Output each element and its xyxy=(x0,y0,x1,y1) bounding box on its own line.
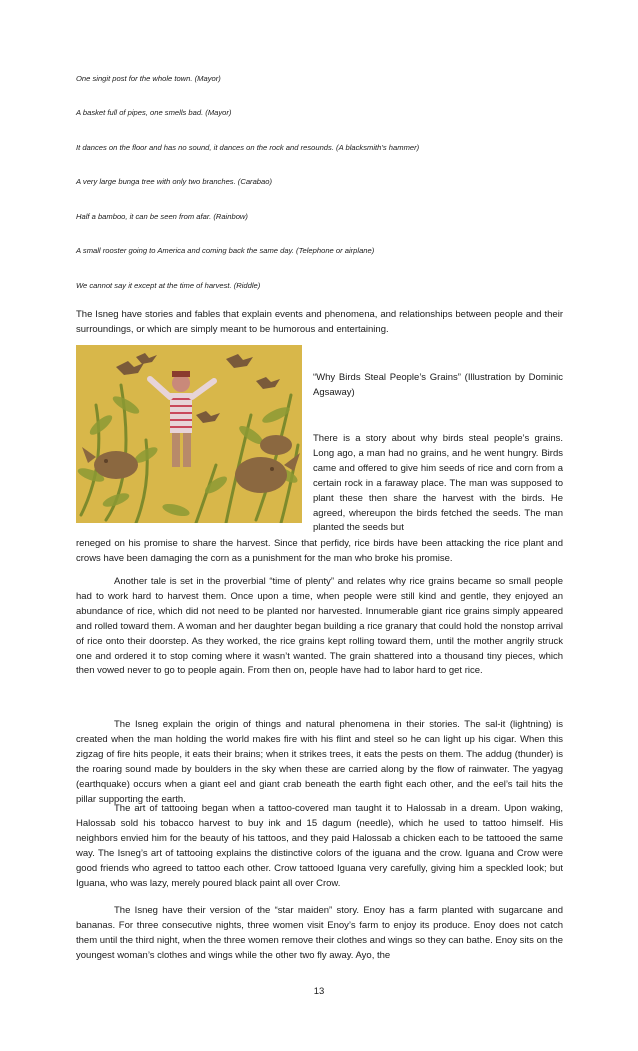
riddle-line: Half a bamboo, it can be seen from afar. (Rainbow) xyxy=(76,212,248,221)
intro-paragraph: The Isneg have stories and fables that explain events and phenomena, and relationships between people and their surroundings, or which are simply meant to be humorous and entertaining. xyxy=(76,309,563,335)
story-birds-continued: reneged on his promise to share the harvest. Since that perfidy, rice birds have been attacking the rice plant and crows have been damaging the corn as a punishment for the man who broke his promise. xyxy=(76,538,563,564)
story-tattooing: The art of tattooing began when a tattoo-covered man taught it to Halossab in a dream. Upon waking, Halossab sold his tobacco harvest to buy ink and 15 dagum (needle), which he used to tattoo himself. His neighbors envied him for the beauty of his tattoos, and they paid Halossab a chicken each to be tattooed the same way. The Isneg’s art of tattooing explains the distinctive colors of the iguana and the crow. Iguana and Crow were good friends who agreed to tattoo each other. Crow tattooed Iguana very carefully, giving him a speckled look; but Iguana, who was lazy, merely poured black paint all over Crow. xyxy=(76,803,563,889)
illustration-caption: “Why Birds Steal People’s Grains” (Illustration by Dominic Agsaway) xyxy=(313,372,563,398)
page-number: 13 xyxy=(313,986,325,997)
story-natural-phenomena: The Isneg explain the origin of things and natural phenomena in their stories. The sal-it (lightning) is created when the man holding the world makes fire with his flint and steel so he can light up his cigar. When this zigzag of fire hits people, it eats their brains; when it strikes trees, it eats the pests on them. The addug (thunder) is the roaring sound made by boulders in the sky when these are carried along by the flow of rainwater. The yagyag (earthquake) occurs when a giant eel and giant crab beneath the earth fight each other, and the eel’s tail hits the pillar supporting the earth. xyxy=(76,719,563,805)
riddle-line: A basket full of pipes, one smells bad. (Mayor) xyxy=(76,108,232,117)
riddle-line: A small rooster going to America and coming back the same day. (Telephone or airplane) xyxy=(76,246,375,255)
story-star-maiden: The Isneg have their version of the “star maiden” story. Enoy has a farm planted with sugarcane and bananas. For three consecutive nights, three women visit Enoy’s farm to enjoy its produce. Enoy does not catch them until the third night, when the three women remove their clothes and wings so they can bathe. Enoy sits on the youngest woman’s clothes and wings while the other two fly away. Ayo, the xyxy=(76,905,563,961)
story-time-of-plenty: Another tale is set in the proverbial “time of plenty” and relates why rice grains became so small people had to work hard to harvest them. Once upon a time, when people were still kind and gentle, they enjoyed an abundance of rice, which did not need to be planted nor harvested. Innumerable giant rice grains simply appeared and rolled toward them. A woman and her daughter began building a rice granary that could hold the nonstop arrival of rice onto their doorstep. As they worked, the rice grains kept rolling toward them, until the mother angrily struck one and ordered it to stop coming where it wasn’t wanted. The grain shattered into a thousand tiny pieces, which then vowed never to go to people again. From then on, people have had to labor hard to get rice. xyxy=(76,576,563,677)
riddle-line: One singit post for the whole town. (Mayor) xyxy=(76,74,221,83)
riddle-line: We cannot say it except at the time of harvest. (Riddle) xyxy=(76,281,261,290)
riddle-line: A very large bunga tree with only two branches. (Carabao) xyxy=(76,177,272,186)
birds-illustration xyxy=(76,345,302,523)
story-birds-side: There is a story about why birds steal people’s grains. Long ago, a man had no grains, and he went hungry. Birds came and offered to give him seeds of rice and corn from a certain rock in a faraway place. The man was supposed to plant these then share the harvest with the birds. He agreed, whereupon the birds fetched the seeds. The man planted the seeds but xyxy=(313,433,563,534)
riddle-line: It dances on the floor and has no sound, it dances on the rock and resounds. (A blacksmith’s hammer) xyxy=(76,143,420,152)
